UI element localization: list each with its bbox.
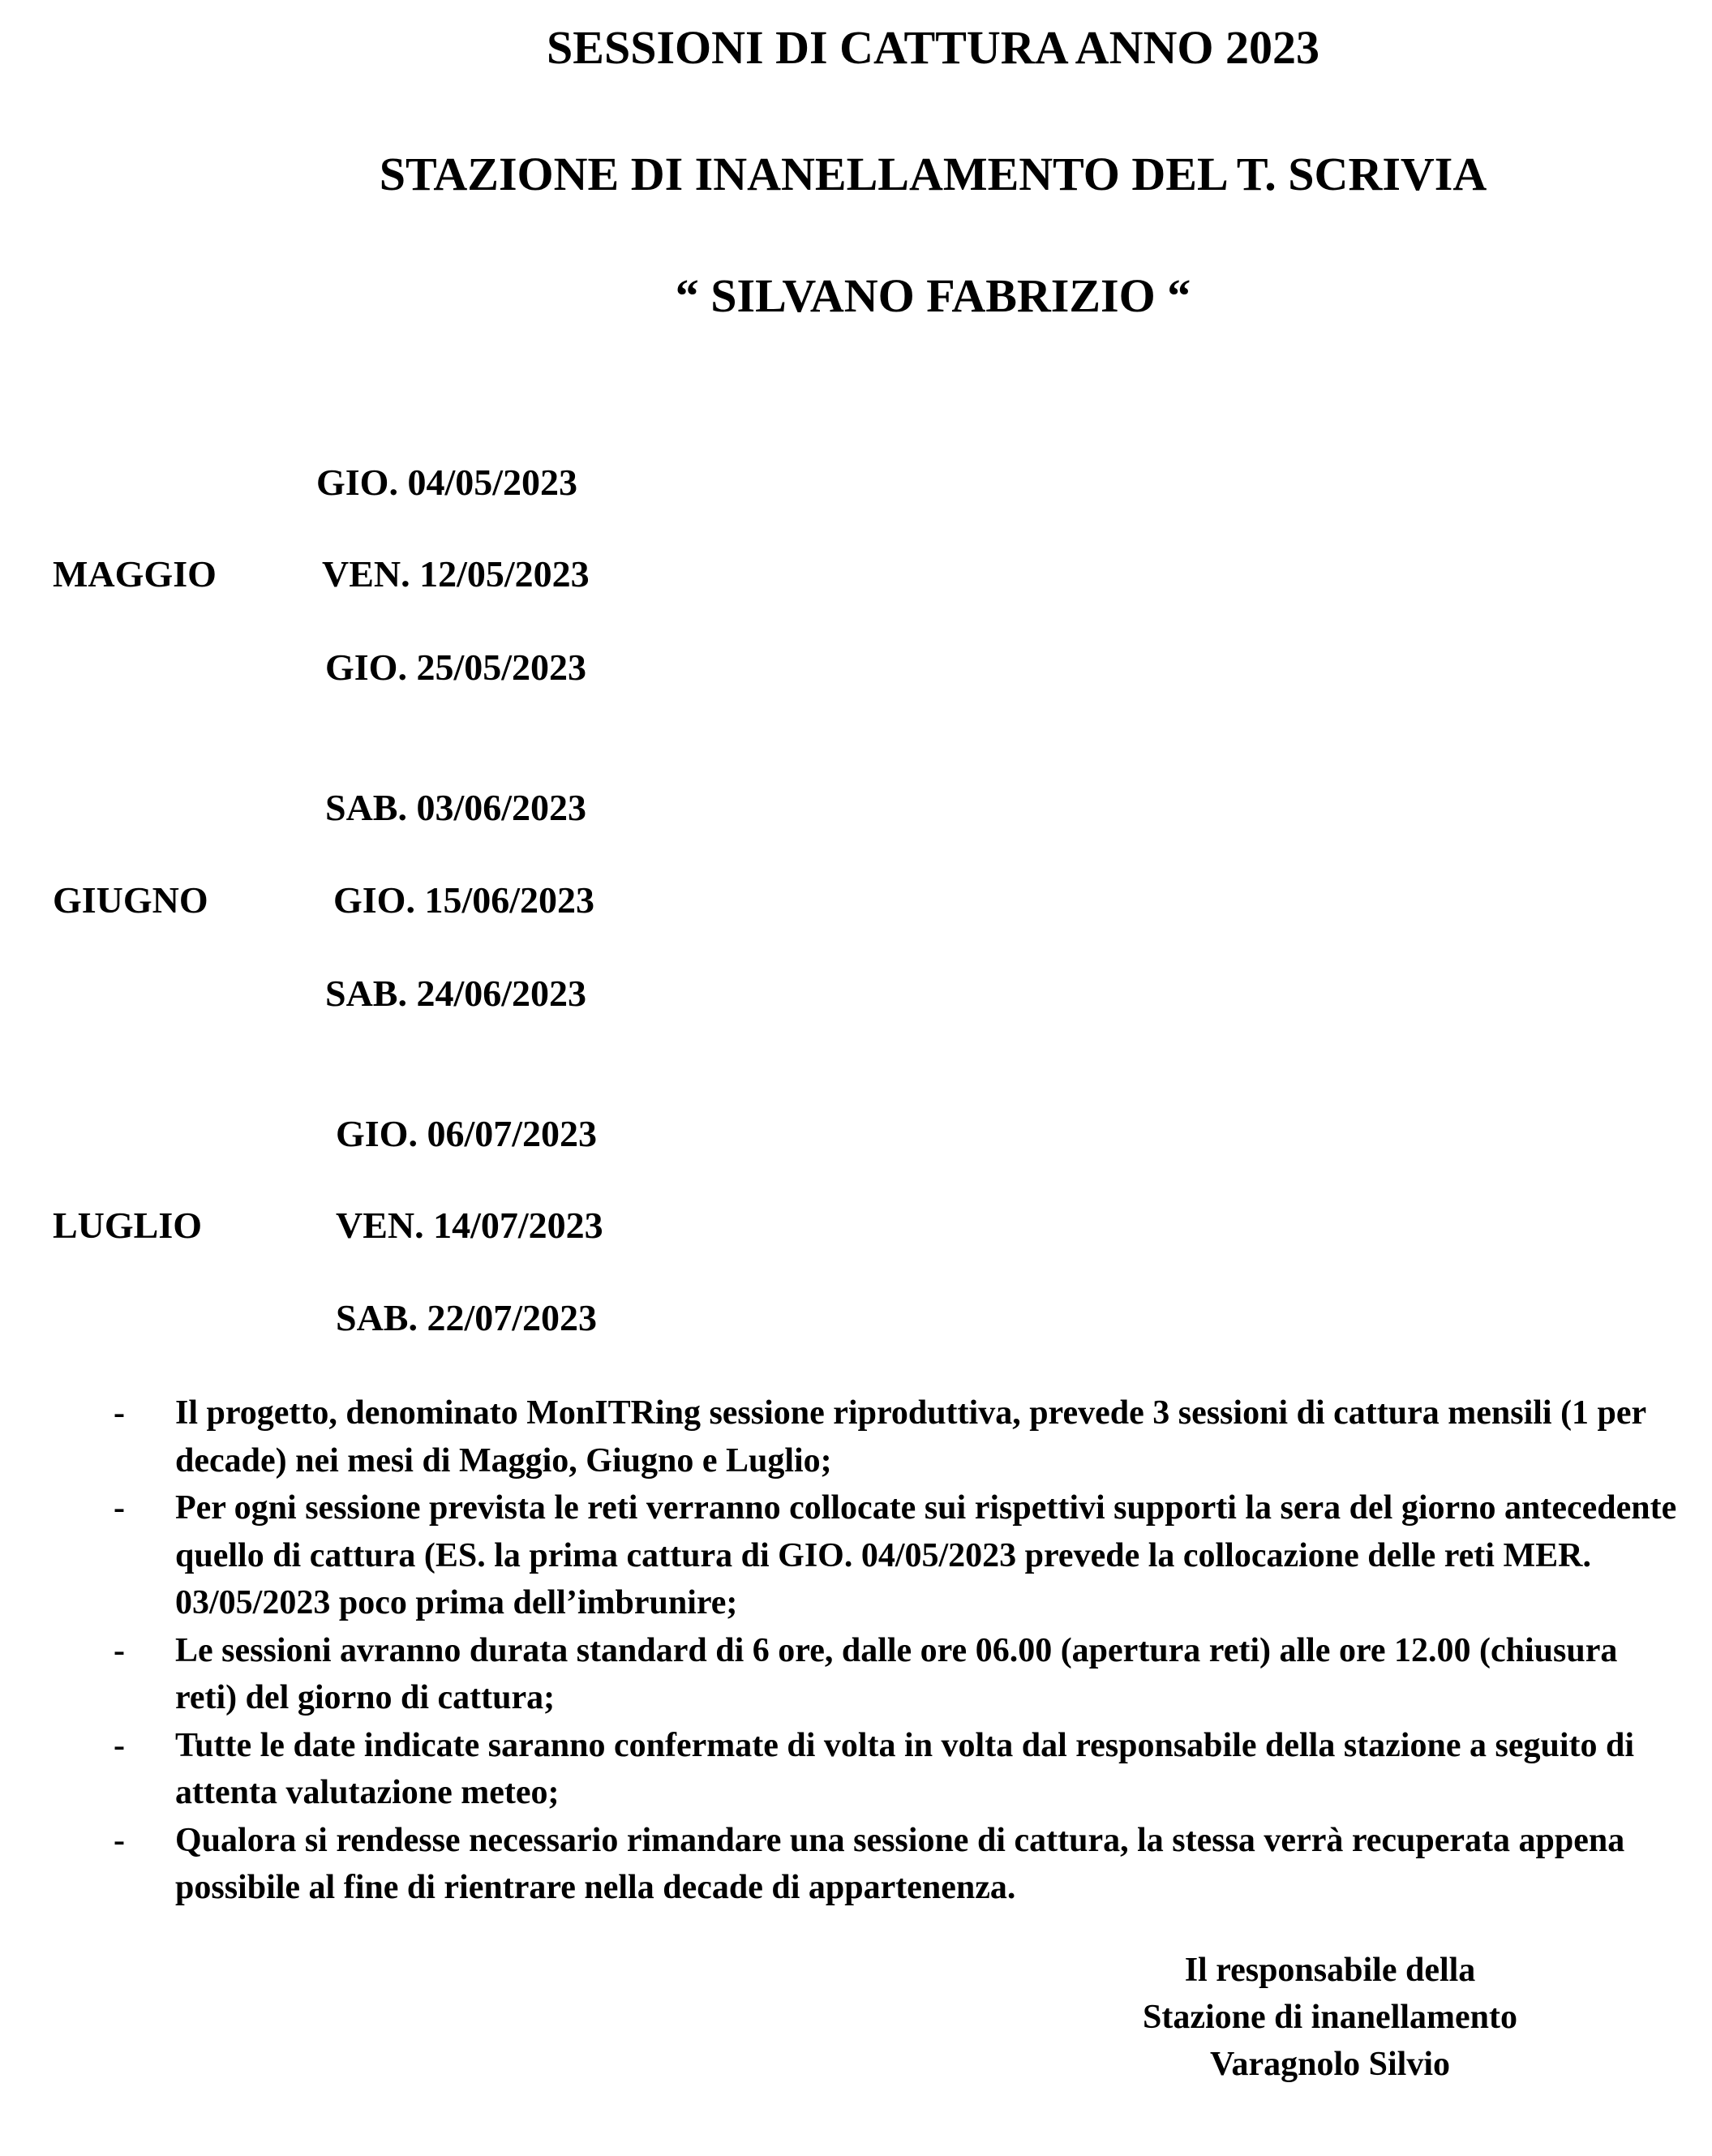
- session-date: SAB. 03/06/2023: [325, 787, 587, 828]
- session-date: VEN. 12/05/2023: [322, 553, 590, 595]
- session-date: GIO. 06/07/2023: [336, 1113, 598, 1154]
- bullet-dash: -: [114, 1394, 125, 1432]
- list-item: [114, 1817, 1687, 1912]
- list-item: [114, 1722, 1687, 1817]
- signature-role: Il responsabile della: [1184, 1952, 1476, 1989]
- session-date: SAB. 22/07/2023: [336, 1297, 598, 1338]
- signature-name: Varagnolo Silvio: [1209, 2046, 1450, 2083]
- station-title: STAZIONE DI INANELLAMENTO DEL T. SCRIVIA: [379, 148, 1487, 200]
- signature-block: [1046, 1947, 1614, 2088]
- bullet-dash: -: [114, 1726, 125, 1764]
- list-item: [114, 1627, 1687, 1722]
- signature-organization: Stazione di inanellamento: [1142, 1999, 1518, 2036]
- session-date: GIO. 25/05/2023: [325, 646, 587, 688]
- session-date: VEN. 14/07/2023: [336, 1205, 603, 1246]
- month-label-giugno: GIUGNO: [53, 879, 208, 921]
- list-item: [114, 1484, 1687, 1627]
- station-dedication: “ SILVANO FABRIZIO “: [675, 269, 1191, 322]
- bullet-dash: -: [114, 1631, 125, 1669]
- bullet-dash: -: [114, 1489, 125, 1527]
- note-text: Tutte le date indicate saranno confermate di volta in volta dal responsabile della stazione a seguito di attenta valutazione meteo;: [175, 1726, 1635, 1811]
- bullet-dash: -: [114, 1821, 125, 1859]
- document-title: SESSIONI DI CATTURA ANNO 2023: [547, 21, 1319, 74]
- note-text: Le sessioni avranno durata standard di 6 ore, dalle ore 06.00 (apertura reti) alle ore 12.00 (chiusura reti) del giorno di cattura;: [175, 1631, 1618, 1716]
- session-date: GIO. 15/06/2023: [333, 879, 595, 921]
- note-text: Il progetto, denominato MonITRing sessione riproduttiva, prevede 3 sessioni di cattura mensili (1 per decade) nei mesi di Maggio, Giugno e Luglio;: [175, 1394, 1646, 1480]
- month-label-luglio: LUGLIO: [53, 1205, 203, 1246]
- month-label-maggio: MAGGIO: [53, 553, 217, 595]
- note-text: Qualora si rendesse necessario rimandare una sessione di cattura, la stessa verrà recuperata appena possibile al fine di rientrare nella decade di appartenenza.: [175, 1821, 1625, 1906]
- list-item: [114, 1389, 1687, 1484]
- session-date: SAB. 24/06/2023: [325, 973, 587, 1014]
- notes-list: [114, 1389, 1687, 1912]
- session-date: GIO. 04/05/2023: [316, 462, 578, 503]
- note-text: Per ogni sessione prevista le reti verranno collocate sui rispettivi supporti la sera del giorno antecedente quello di cattura (ES. la prima cattura di GIO. 04/05/2023 prevede la collocazione delle reti MER. 03/05/2023 poco prima dell’imbrunire;: [175, 1489, 1677, 1621]
